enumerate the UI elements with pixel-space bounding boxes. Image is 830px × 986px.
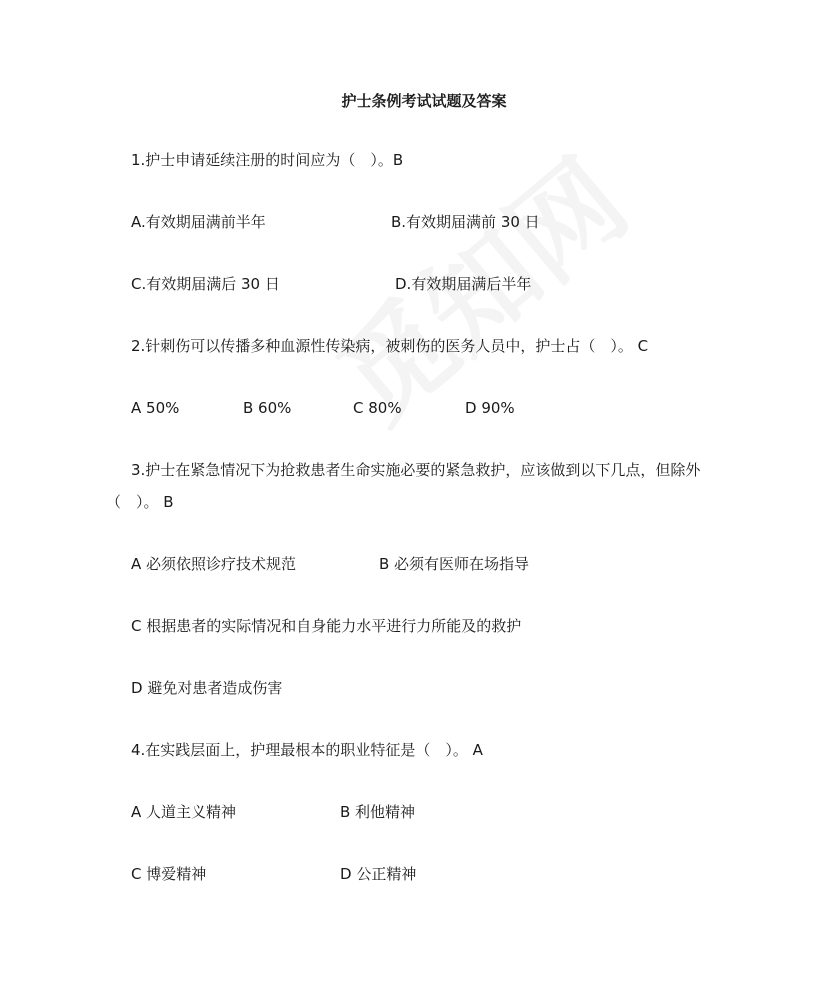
question-1-option-d: D.有效期届满后半年: [395, 275, 532, 293]
question-4-option-b: B 利他精神: [340, 803, 416, 821]
question-4-option-c: C 博爱精神: [131, 865, 207, 883]
question-2-stem: 2.针刺伤可以传播多种血源性传染病，被刺伤的医务人员中，护士占（ ）。 C: [131, 337, 649, 355]
question-1-option-b: B.有效期届满前 30 日: [391, 213, 540, 231]
question-3-option-b: B 必须有医师在场指导: [379, 555, 530, 573]
question-2-option-d: D 90%: [465, 399, 515, 417]
question-1-option-c: C.有效期届满后 30 日: [131, 275, 280, 293]
question-4-option-d: D 公正精神: [340, 865, 417, 883]
question-2-option-b: B 60%: [243, 399, 292, 417]
question-3-option-c: C 根据患者的实际情况和自身能力水平进行力所能及的救护: [131, 617, 522, 635]
question-1-option-a: A.有效期届满前半年: [131, 213, 266, 231]
question-3-stem-line2: （ ）。 B: [106, 493, 174, 511]
page-title: 护士条例考试试题及答案: [341, 92, 507, 110]
question-3-option-d: D 避免对患者造成伤害: [131, 679, 283, 697]
question-4-stem: 4.在实践层面上，护理最根本的职业特征是（ ）。 A: [131, 741, 483, 759]
question-3-option-a: A 必须依照诊疗技术规范: [131, 555, 297, 573]
question-1-stem: 1.护士申请延续注册的时间应为（ ）。B: [131, 151, 404, 169]
question-2-option-a: A 50%: [131, 399, 180, 417]
question-3-stem-line1: 3.护士在紧急情况下为抢救患者生命实施必要的紧急救护，应该做到以下几点，但除外: [131, 461, 701, 479]
question-2-option-c: C 80%: [353, 399, 402, 417]
question-4-option-a: A 人道主义精神: [131, 803, 237, 821]
